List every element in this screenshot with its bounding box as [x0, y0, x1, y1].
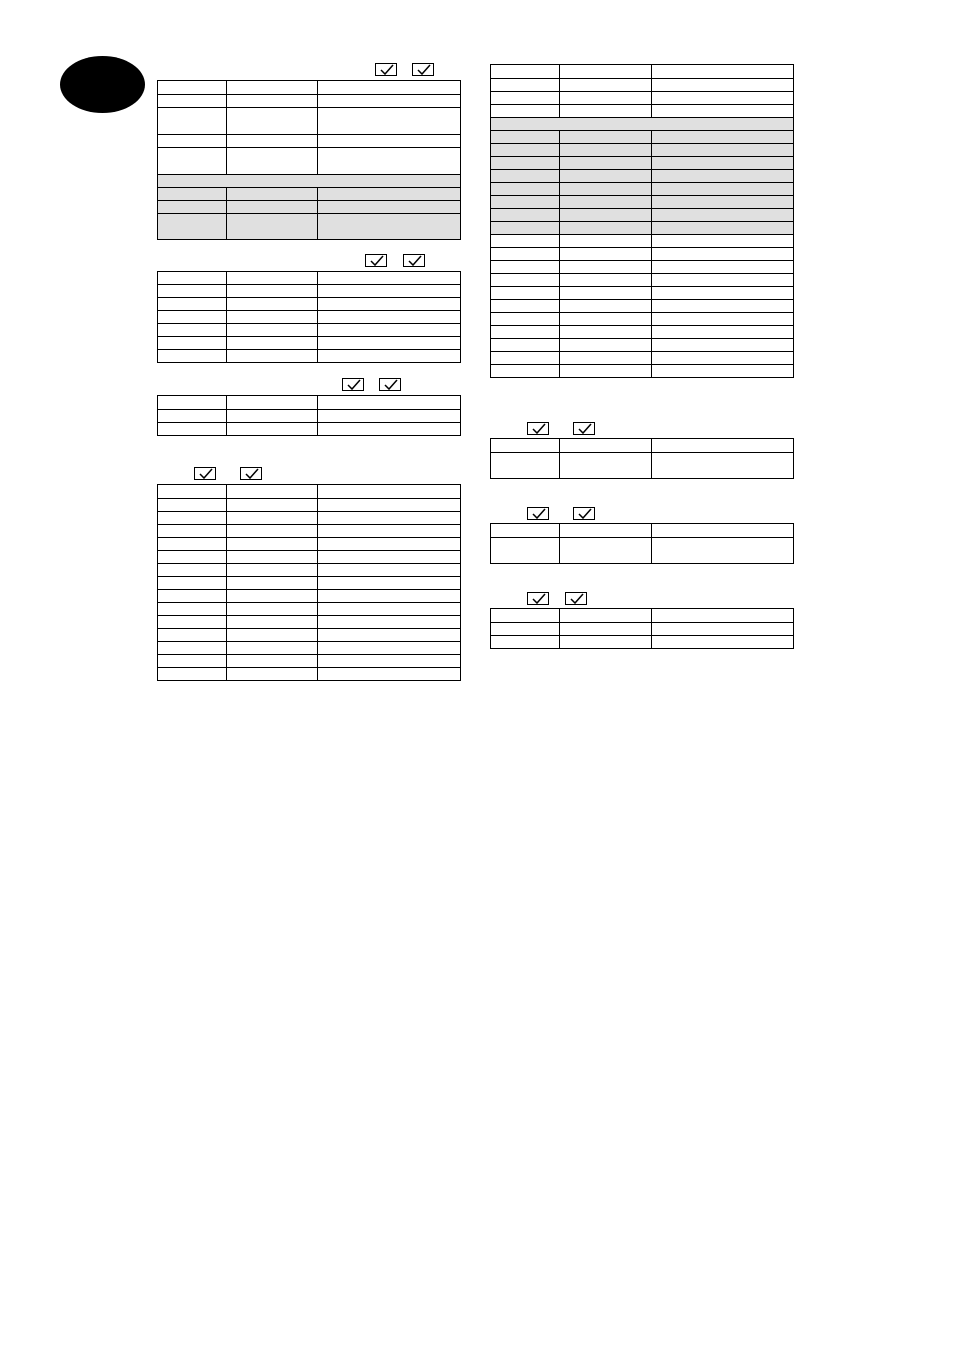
table-row [491, 261, 794, 274]
table-row [491, 365, 794, 378]
checked-box-icon [573, 507, 595, 520]
table-row [158, 95, 461, 108]
table-row [158, 148, 461, 175]
section-marker [60, 56, 145, 113]
table-row [491, 144, 794, 157]
table-row [158, 272, 461, 285]
table-row [158, 655, 461, 668]
table-row [491, 183, 794, 196]
table-row [158, 311, 461, 324]
table-row [158, 603, 461, 616]
table-row [491, 170, 794, 183]
table-row [158, 423, 461, 436]
table-row [158, 668, 461, 681]
table-4 [157, 484, 461, 681]
table-row [158, 551, 461, 564]
table-row [491, 235, 794, 248]
table-row [158, 135, 461, 148]
checked-box-icon [342, 378, 364, 391]
table-row [491, 352, 794, 365]
table-row [491, 287, 794, 300]
table-row [158, 629, 461, 642]
table-row [491, 248, 794, 261]
table-row [491, 79, 794, 92]
table-row [158, 525, 461, 538]
checked-box-icon [527, 507, 549, 520]
table-row [491, 131, 794, 144]
table-row [158, 499, 461, 512]
table-row [491, 453, 794, 479]
table-row [158, 577, 461, 590]
table-row [491, 196, 794, 209]
table-row [491, 222, 794, 235]
table-row [158, 188, 461, 201]
checked-box-icon [412, 63, 434, 76]
table-8 [490, 608, 794, 649]
table-7 [490, 523, 794, 564]
table-row [158, 285, 461, 298]
checked-box-icon [194, 467, 216, 480]
table-row [158, 616, 461, 629]
checked-box-icon [565, 592, 587, 605]
table-2 [157, 271, 461, 363]
table-row [491, 538, 794, 564]
table-row [158, 410, 461, 423]
table-row [491, 326, 794, 339]
table-6 [490, 438, 794, 479]
table-row [491, 439, 794, 453]
table-row [158, 337, 461, 350]
table-row [158, 214, 461, 240]
checked-box-icon [573, 422, 595, 435]
table-row [491, 300, 794, 313]
table-row [491, 209, 794, 222]
table-5 [490, 64, 794, 378]
table-row [491, 609, 794, 623]
table-row [491, 65, 794, 79]
table-row [491, 274, 794, 287]
table-row [491, 118, 794, 131]
table-row [158, 175, 461, 188]
table-row [158, 298, 461, 311]
table-row [158, 512, 461, 525]
table-row [158, 485, 461, 499]
table-row [158, 108, 461, 135]
table-row [158, 538, 461, 551]
table-row [491, 157, 794, 170]
checked-box-icon [240, 467, 262, 480]
checked-box-icon [365, 254, 387, 267]
table-row [491, 92, 794, 105]
checked-box-icon [375, 63, 397, 76]
table-row [158, 350, 461, 363]
checked-box-icon [527, 422, 549, 435]
table-row [158, 81, 461, 95]
table-row [491, 105, 794, 118]
table-row [491, 313, 794, 326]
table-row [158, 590, 461, 603]
table-1 [157, 80, 461, 240]
table-row [158, 642, 461, 655]
table-row [491, 339, 794, 352]
checked-box-icon [379, 378, 401, 391]
table-3 [157, 395, 461, 436]
table-row [158, 324, 461, 337]
table-row [491, 636, 794, 649]
table-row [158, 201, 461, 214]
checked-box-icon [403, 254, 425, 267]
table-row [491, 524, 794, 538]
table-row [158, 564, 461, 577]
checked-box-icon [527, 592, 549, 605]
table-row [491, 623, 794, 636]
table-row [158, 396, 461, 410]
